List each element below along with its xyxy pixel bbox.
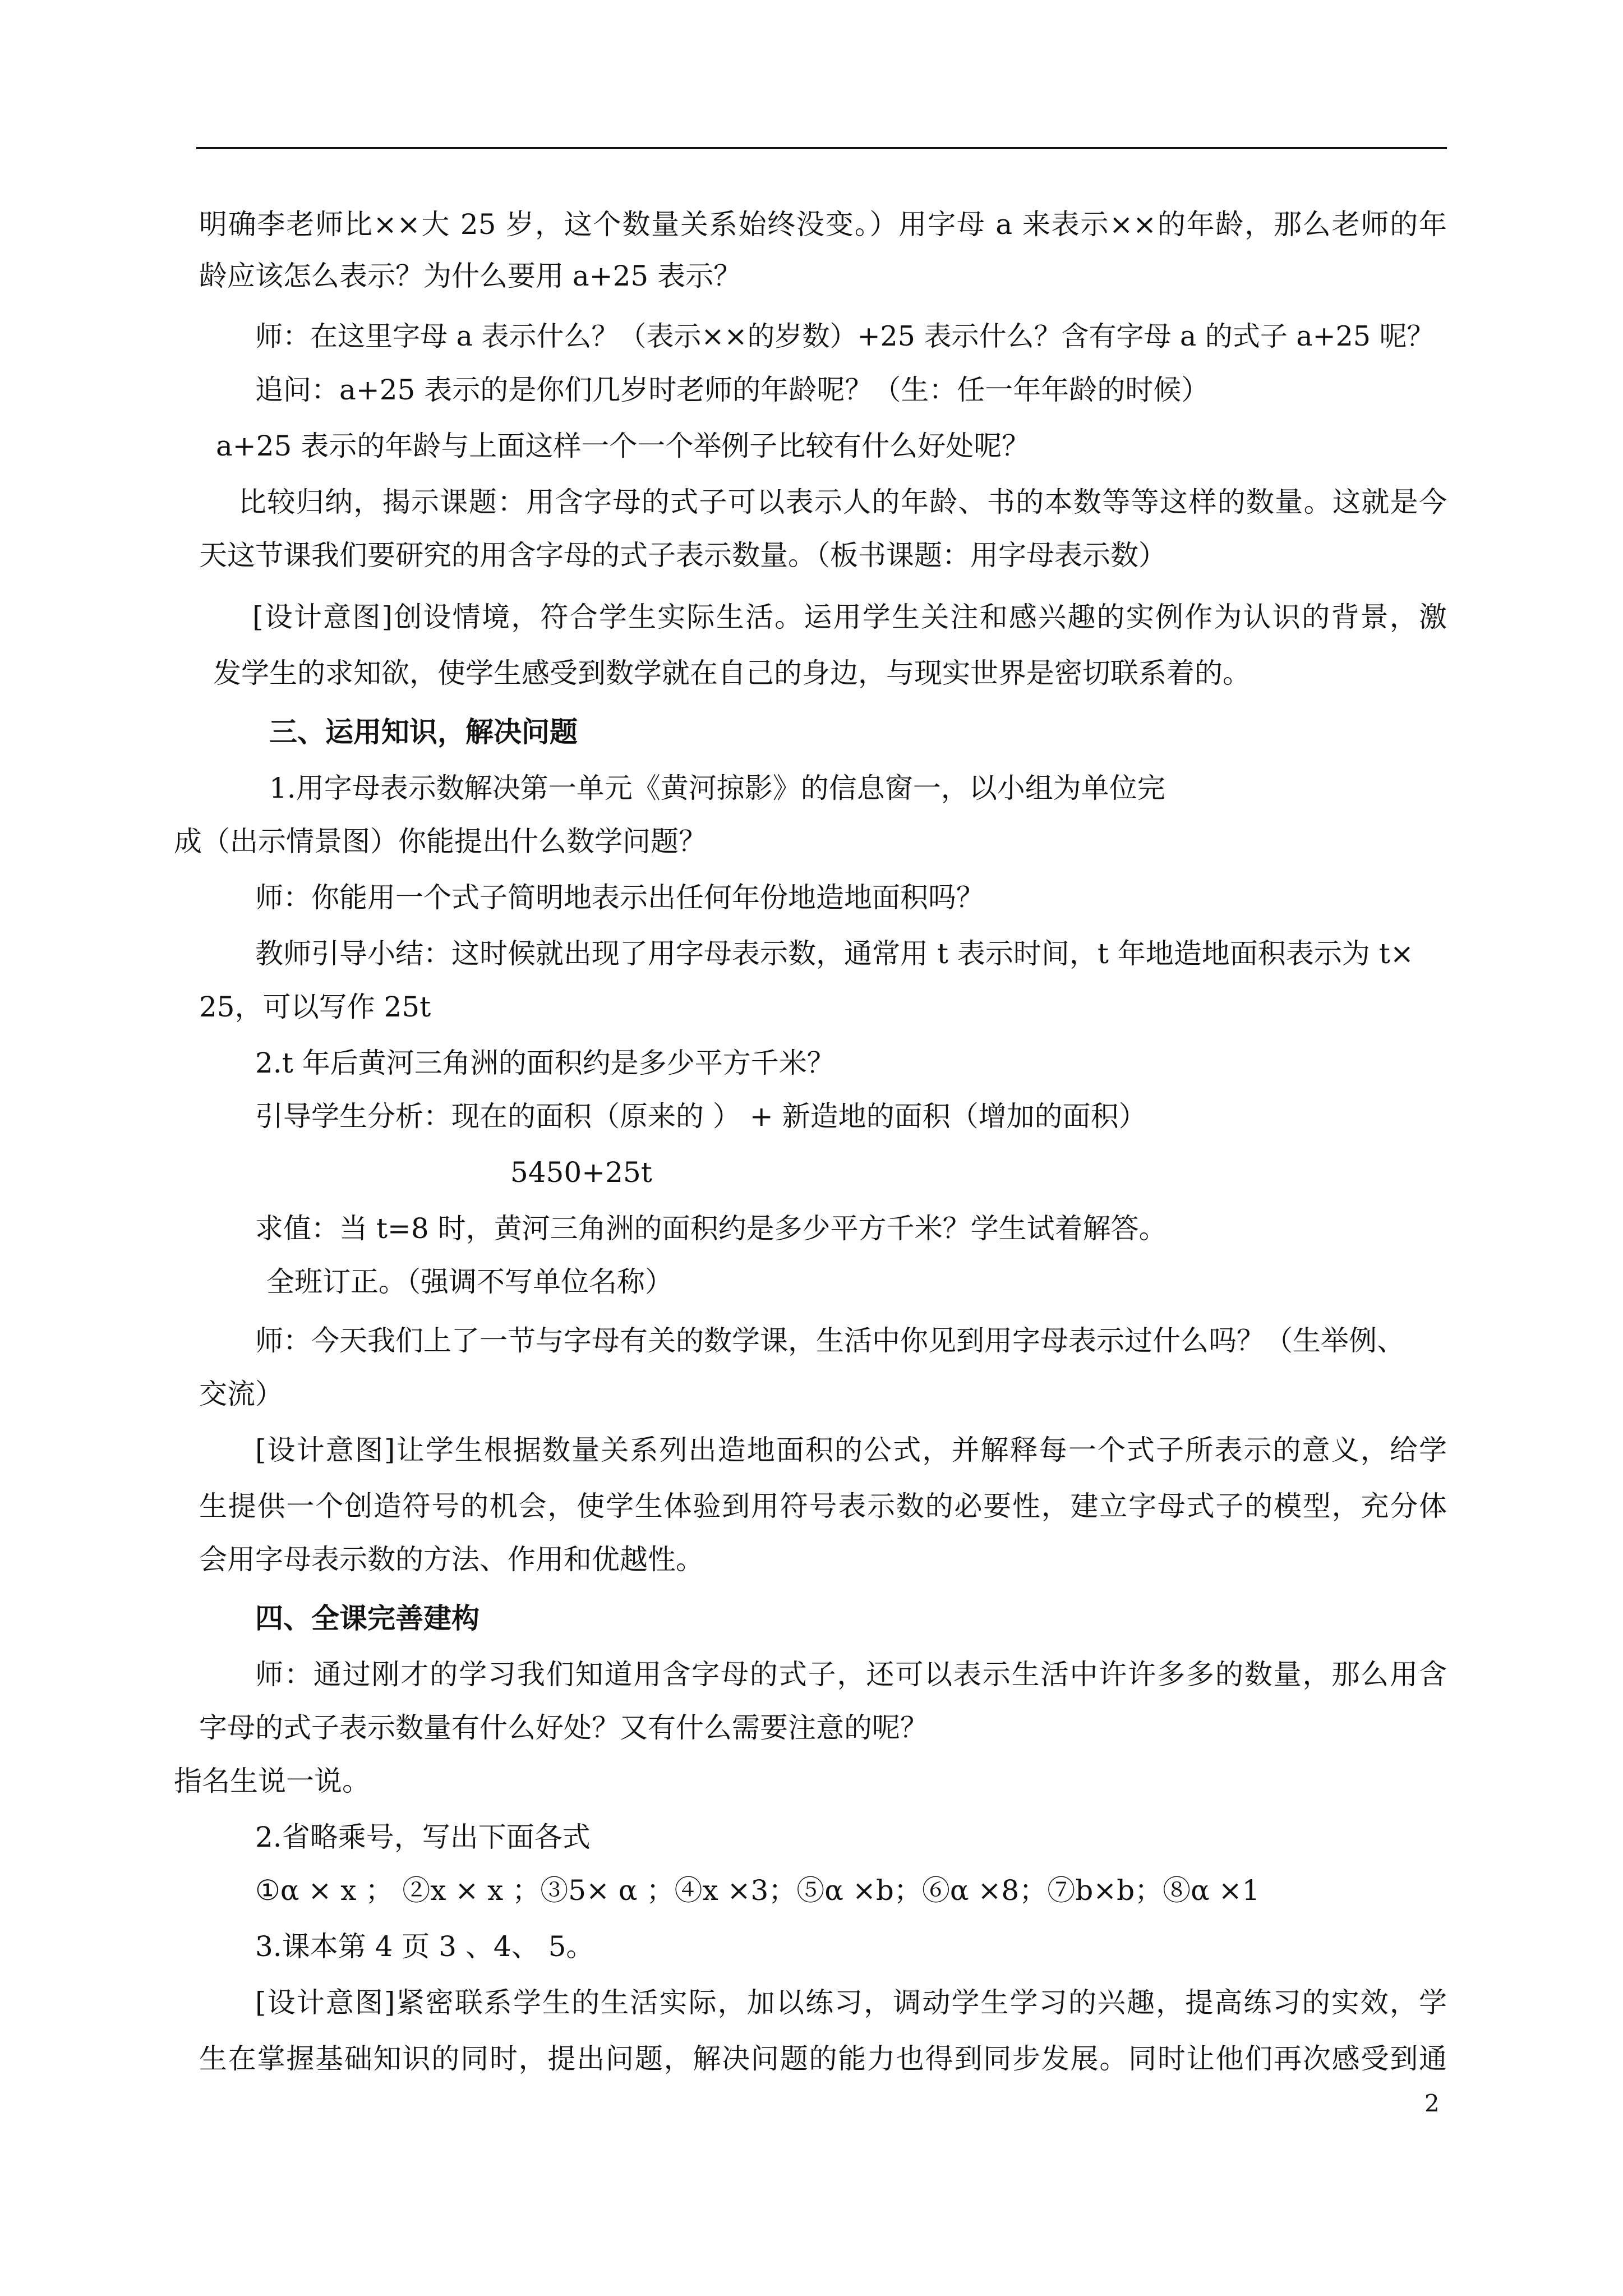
text-line: [设计意图]让学生根据数量关系列出造地面积的公式，并解释每一个式子所表示的意义，给学 [255,1434,1447,1466]
text-line: [设计意图]紧密联系学生的生活实际，加以练习，调动学生学习的兴趣，提高练习的实效，学 [255,1986,1447,2019]
text-line: 2.t 年后黄河三角洲的面积约是多少平方千米？ [255,1047,835,1079]
section-heading: 四、全课完善建构 [255,1602,479,1635]
text-line: 生提供一个创造符号的机会，使学生体验到用符号表示数的必要性，建立字母式子的模型，充分体 [199,1490,1447,1522]
text-line: 成（出示情景图）你能提出什么数学问题？ [174,825,707,858]
text-line: 全班订正。（强调不写单位名称） [266,1266,673,1298]
text-line: 天这节课我们要研究的用含字母的式子表示数量。（板书课题：用字母表示数） [199,539,1166,572]
text-line: 追问：a+25 表示的是你们几岁时老师的年龄呢？（生：任一年年龄的时候） [255,374,1210,406]
text-line: 字母的式子表示数量有什么好处？又有什么需要注意的呢？ [199,1711,928,1744]
header-rule [196,147,1447,149]
text-line: ①α × x ； ②x × x ；③5× α ；④x ×3；⑤α ×b；⑥α ×8；⑦b×b；⑧α ×1 [255,1874,1260,1907]
text-line: 师：通过刚才的学习我们知道用含字母的式子，还可以表示生活中许许多多的数量，那么用含 [255,1658,1447,1691]
text-line: 引导学生分析：现在的面积（原来的 ） + 新造地的面积（增加的面积） [255,1100,1147,1133]
text-line: 25，可以写作 25t [199,991,431,1023]
text-line: 师：在这里字母 a 表示什么？（表示××的岁数）+25 表示什么？含有字母 a 的式子 a+25 呢？ [255,320,1435,352]
text-line: 会用字母表示数的方法、作用和优越性。 [199,1543,704,1576]
text-line: 3.课本第 4 页 3 、4、 5。 [255,1930,594,1963]
text-line: 2.省略乘号，写出下面各式 [255,1821,591,1853]
text-line: 发学生的求知欲，使学生感受到数学就在自己的身边，与现实世界是密切联系着的。 [213,657,1251,689]
page-number: 2 [1424,2090,1440,2117]
text-line: 师：今天我们上了一节与字母有关的数学课，生活中你见到用字母表示过什么吗？（生举例、 [255,1324,1405,1357]
text-line: 龄应该怎么表示？为什么要用 a+25 表示？ [199,260,742,292]
text-line: a+25 表示的年龄与上面这样一个一个举例子比较有什么好处呢？ [216,430,1030,462]
text-line: [设计意图]创设情境，符合学生实际生活。运用学生关注和感兴趣的实例作为认识的背景，激 [252,601,1447,633]
text-line: 指名生说一说。 [174,1765,370,1797]
text-line: 求值：当 t=8 时，黄河三角洲的面积约是多少平方千米？学生试着解答。 [255,1212,1167,1245]
text-line: 1.用字母表示数解决第一单元《黄河掠影》的信息窗一，以小组为单位完 [269,772,1165,804]
text-line: 交流） [199,1378,283,1410]
text-line: 生在掌握基础知识的同时，提出问题，解决问题的能力也得到同步发展。同时让他们再次感受到通 [199,2042,1447,2075]
section-heading: 三、运用知识，解决问题 [269,715,578,748]
text-line: 师：你能用一个式子简明地表示出任何年份地造地面积吗？ [255,881,984,914]
text-line: 比较归纳，揭示课题：用含字母的式子可以表示人的年龄、书的本数等等这样的数量。这就是今 [238,486,1447,518]
text-line: 明确李老师比××大 25 岁，这个数量关系始终没变。）用字母 a 来表示××的年龄，那么老师的年 [199,208,1447,241]
text-line: 5450+25t [510,1156,652,1189]
text-line: 教师引导小结：这时候就出现了用字母表示数，通常用 t 表示时间，t 年地造地面积表示为 t× [255,937,1414,970]
